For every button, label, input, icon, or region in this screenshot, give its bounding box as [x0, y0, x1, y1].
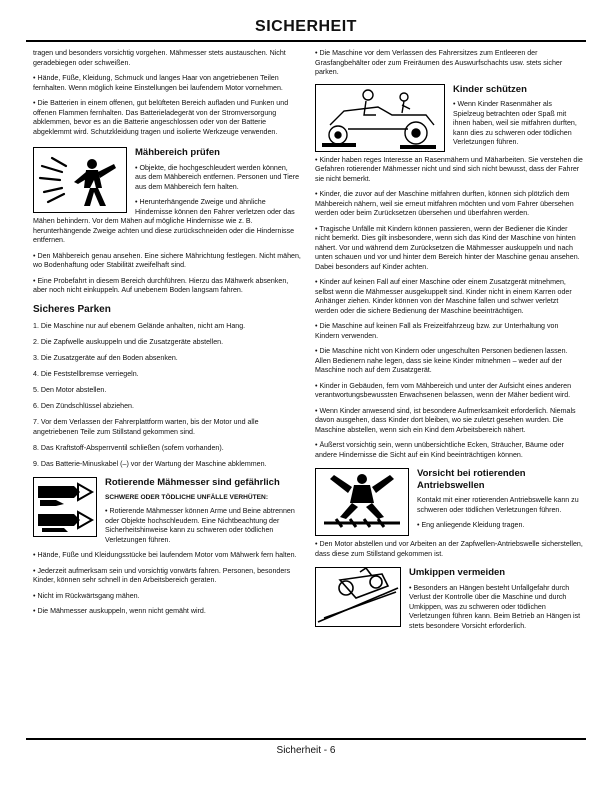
list-item: 8. Das Kraftstoff-Absperrventil schließen (sofern vorhanden). — [33, 443, 224, 452]
right-column — [315, 49, 583, 637]
paragraph: • Kinder, die zuvor auf der Maschine mitfahren durften, können sich plötzlich dem Mähbereich nähern, weil sie erneut mitfahren möchten und vom Fahrer übersehen werden oder beim Zurücksetzen übersehen und überfahren werden. — [315, 190, 574, 217]
paragraph: • Kinder in Gebäuden, fern vom Mähbereich und unter der Aufsicht eines anderen verantwortungsbewussten Erwachsenen belassen, wenn der Mäher bedient wird. — [315, 381, 572, 399]
rotating-driveline-illustration — [315, 468, 409, 536]
left-column — [33, 49, 301, 623]
paragraph: Kontakt mit einer rotierenden Antriebswelle kann zu schweren oder tödlichen Verletzungen führen. — [417, 496, 579, 514]
list-item: 6. Den Zündschlüssel abziehen. — [33, 401, 134, 410]
tipping-mower-illustration — [315, 567, 401, 627]
paragraph: • Jederzeit aufmerksam sein und vorsichtig vorwärts fahren. Personen, besonders Kinder, können sehr schnell in den Arbeitsbereich geraten. — [33, 566, 291, 585]
list-item: 2. Die Zapfwelle auskuppeln und die Zusatzgeräte abstellen. — [33, 337, 224, 346]
paragraph: • Die Mähmesser auskuppeln, wenn nicht gemäht wird. — [33, 607, 206, 616]
paragraph: • Herunterhängende Zweige und ähnliche Hindernisse können den Fahrer verletzen oder das Mähen behindern. Vor dem Mähen auf mögliche Hindernisse wie z. B. herunterhängende Zweige achten und diese zurückschneiden oder die Hindernisse entfernen. — [33, 198, 295, 244]
paragraph: • Den Motor abstellen und vor Arbeiten an der Zapfwellen-Antriebswelle sicherstellen, dass diese zum Stillstand gekommen ist. — [315, 540, 583, 558]
paragraph: • Die Batterien in einem offenen, gut belüfteten Bereich aufladen und Funken und offenen Flammen fernhalten. Das Batterieladegerät von der Stromversorgung abklemmen, bevor es an die Batterie angeschlossen oder von der Batterie abgeklemmt wird. Schutzkleidung tragen und isolierte Werkzeuge verwenden. — [33, 99, 289, 136]
list-item: 1. Die Maschine nur auf ebenem Gelände anhalten, nicht am Hang. — [33, 321, 246, 330]
title-divider — [26, 40, 586, 42]
mow-area-title: Mähbereich prüfen — [135, 147, 220, 158]
list-item: 9. Das Batterie-Minuskabel (–) vor der Wartung der Maschine abklemmen. — [33, 459, 267, 468]
paragraph: • Nicht im Rückwärtsgang mähen. — [33, 591, 140, 600]
blades-warning: SCHWERE ODER TÖDLICHE UNFÄLLE VERHÜTEN: — [105, 493, 269, 501]
list-item: 7. Vor dem Verlassen der Fahrerplattform warten, bis der Motor und alle angetriebenen Teile zum Stillstand gekommen sind. — [33, 418, 259, 436]
paragraph: • Eine Probefahrt in diesem Bereich durchführen. Hierzu das Mähwerk absenken, aber noch nicht einkuppeln. Auf unebenem Boden langsam fahren. — [33, 276, 289, 294]
page-title: SICHERHEIT — [255, 18, 357, 35]
paragraph: • Hände, Füße, Kleidung, Schmuck und langes Haar von angetriebenen Teilen fernhalten. Wenn möglich keine Einstellungen bei laufendem Motor vornehmen. — [33, 74, 283, 92]
paragraph: • Objekte, die hochgeschleudert werden können, aus dem Mähbereich entfernen. Personen und Tiere aus dem Mähbereich fern halten. — [135, 163, 300, 191]
paragraph: • Tragische Unfälle mit Kindern können passieren, wenn der Bediener die Kinder nicht bemerkt. Dies gilt insbesondere, wenn sich das Kind der Maschine von hinten nähert. Vor und während dem Zurücksetzen die Mähmesser auskuppeln und nach unten schauen und vor und hinter dem Bereich hinter der Maschine genau ansehen. Dabei besonders auf Kinder achten. — [315, 224, 580, 271]
list-item: 4. Die Feststellbremse verriegeln. — [33, 369, 139, 378]
tipping-title: Umkippen vermeiden — [409, 567, 506, 578]
list-item: 5. Den Motor abstellen. — [33, 385, 107, 394]
blades-title: Rotierende Mähmesser sind gefährlich — [105, 477, 280, 489]
paragraph: • Wenn Kinder anwesend sind, ist besondere Aufmerksamkeit erforderlich. Niemals davon ausgehen, dass Kinder dort bleiben, wo sie zuletzt gesehen wurden. Die Maschine abstellen, wenn sich ein Kind dem Arbeitsbereich nähert. — [315, 406, 576, 434]
paragraph: • Kinder auf keinen Fall auf einer Maschine oder einem Zusatzgerät mitnehmen, selbst wenn die Mähmesser ausgekuppelt sind. Kinder nicht in einem Karren oder Anhänger ziehen. Kinder können von der Maschine fallen und schwer verletzt werden oder die sichere Bedienung der Maschine beeinträchtigen. — [315, 278, 572, 315]
page-footer: Sicherheit - 6 — [276, 745, 336, 756]
paragraph: • Äußerst vorsichtig sein, wenn unübersichtliche Ecken, Sträucher, Bäume oder andere Hindernisse die Sicht auf ein Kind beeinträchtigen können. — [315, 441, 564, 459]
paragraph: tragen und besonders vorsichtig vorgehen. Mähmesser stets austauschen. Nicht geradebiegen oder schweißen. — [33, 49, 286, 67]
thrown-objects-illustration — [33, 147, 127, 213]
footer-divider — [26, 738, 586, 740]
paragraph: • Kinder haben reges Interesse an Rasenmähern und Mäharbeiten. Sie verstehen die Gefahren rotierender Mähmesser nicht und sind sich nicht bewusst, dass der Fahrer sie nicht bemerkt. — [315, 155, 583, 183]
paragraph: • Den Mähbereich genau ansehen. Eine sichere Mährichtung festlegen. Nicht mähen, wo Bodenhaftung oder Stabilität zweifelhaft sind. — [33, 251, 301, 269]
list-item: 3. Die Zusatzgeräte auf den Boden absenken. — [33, 353, 178, 362]
children-title: Kinder schützen — [453, 83, 527, 95]
paragraph: • Die Maschine vor dem Verlassen des Fahrersitzes zum Entleeren der Grasfangbehälter oder zum Freiräumen des Auswurfschachts usw. stets sicher parken. — [315, 49, 563, 76]
paragraph: • Die Maschine nicht von Kindern oder ungeschulten Personen bedienen lassen. Allen Bedienern nahe legen, dass sie keine Kinder mitnehmen – weder auf der Maschine noch auf dem Zusatzgerät. — [315, 347, 568, 374]
parking-steps — [33, 322, 301, 470]
parking-title: Sicheres Parken — [33, 303, 111, 315]
rotating-blade-hand-foot-illustration — [33, 477, 97, 537]
paragraph: • Hände, Füße und Kleidungsstücke bei laufendem Motor vom Mähwerk fern halten. — [33, 551, 297, 560]
paragraph: • Wenn Kinder Rasenmäher als Spielzeug betrachten oder Spaß mit ihnen haben, weil sie mitfahren durften, kann dies zu schweren oder tödlichen Verletzungen führen. — [453, 100, 577, 146]
paragraph: • Die Maschine auf keinen Fall als Freizeitfahrzeug bzw. zur Unterhaltung von Kindern verwenden. — [315, 322, 559, 340]
children-near-mower-illustration — [315, 84, 445, 152]
pto-title: Vorsicht bei rotierenden Antriebswellen — [417, 468, 526, 491]
paragraph: • Besonders an Hängen besteht Unfallgefahr durch Verlust der Kontrolle über die Maschine und durch Umkippen, was zu schweren oder tödlichen Verletzungen führen kann. Beim Betrieb an Hängen ist stets besondere Vorsicht erforderlich. — [409, 583, 581, 630]
paragraph: • Rotierende Mähmesser können Arme und Beine abtrennen oder Objekte hochschleudern. Eine Nichtbeachtung der Sicherheitshinweise kann zu schweren oder tödlichen Verletzungen führen. — [105, 507, 295, 544]
paragraph: • Eng anliegende Kleidung tragen. — [417, 521, 525, 529]
